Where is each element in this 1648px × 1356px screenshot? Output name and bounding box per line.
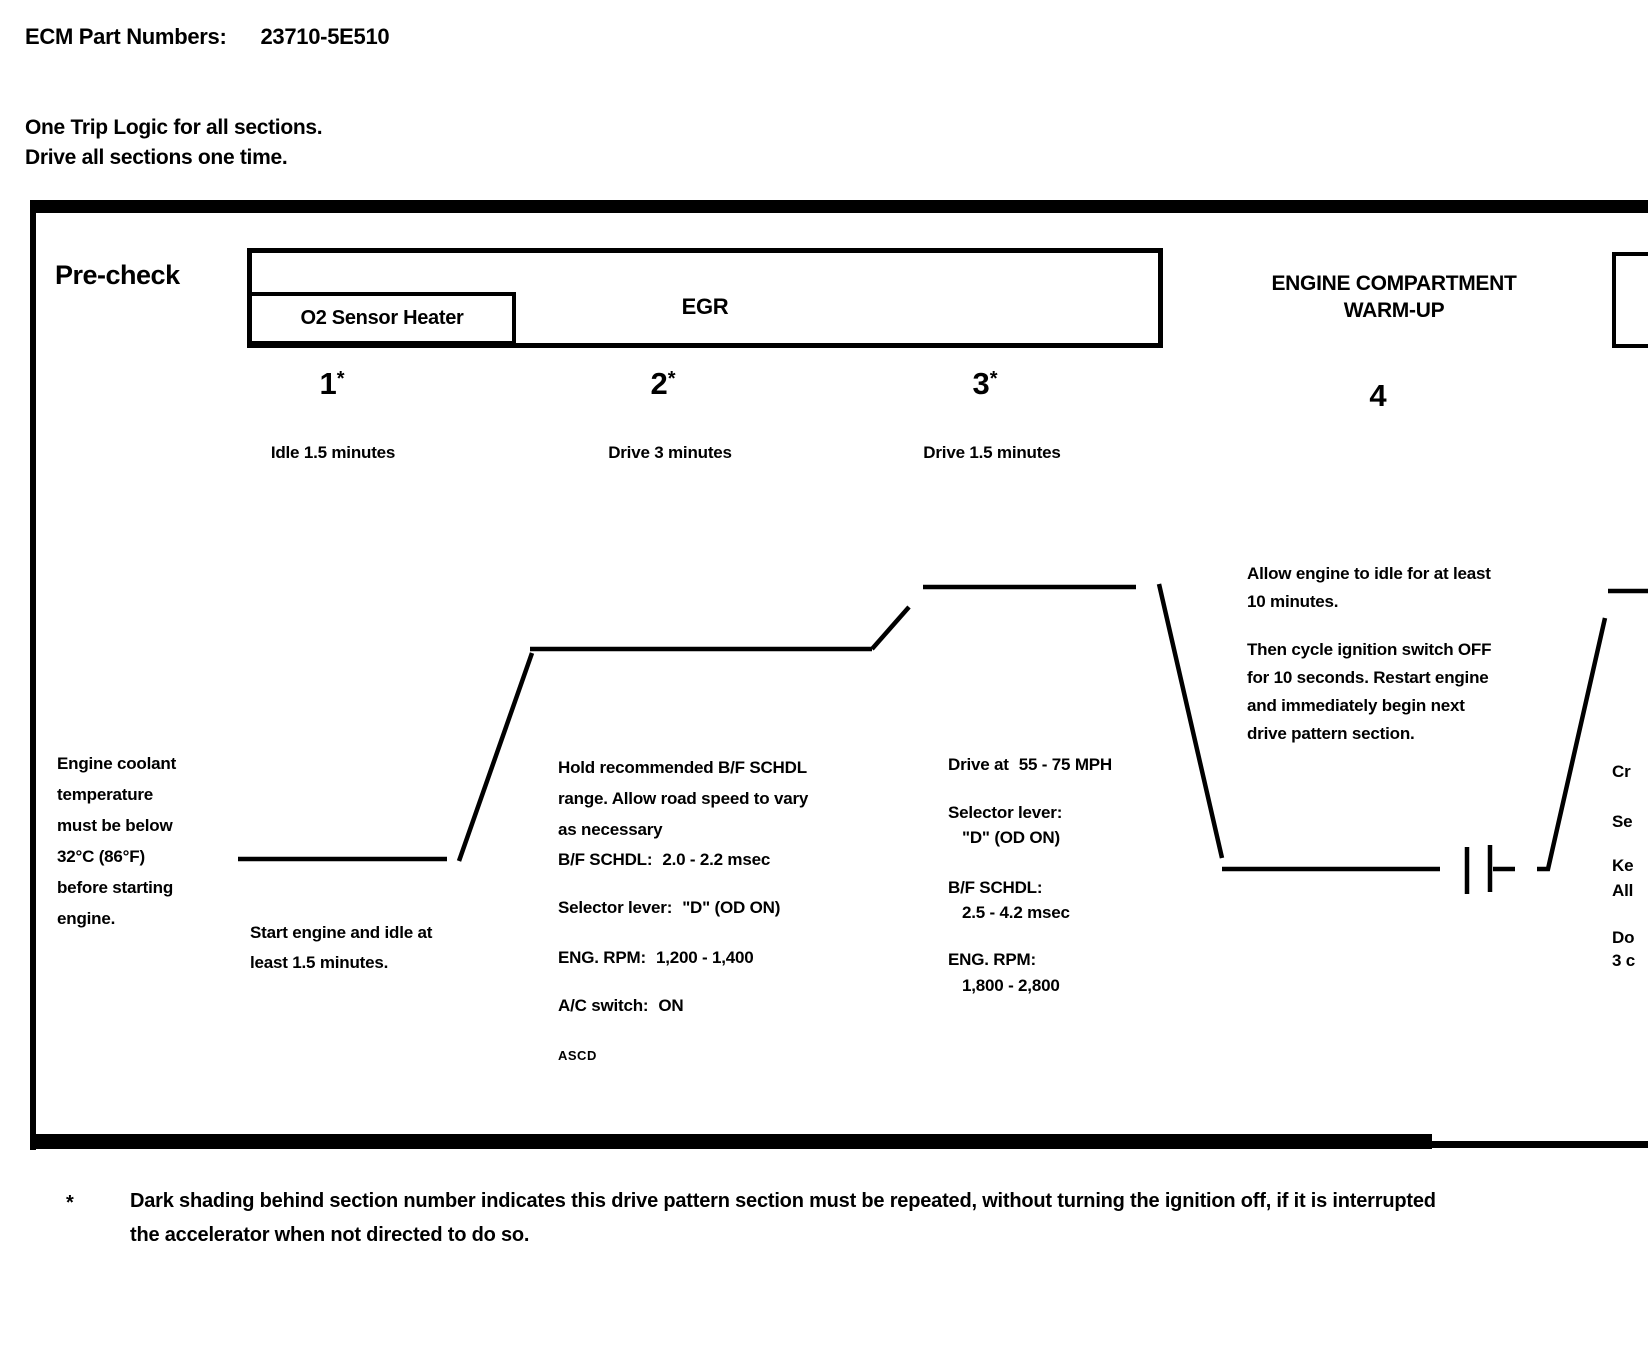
section-4-idle-note bbox=[1247, 560, 1577, 616]
precheck-note-line: before starting bbox=[57, 878, 174, 897]
bf-schdl-value: 2.0 - 2.2 msec bbox=[662, 850, 771, 869]
o2-sensor-heater-label: O2 Sensor Heater bbox=[300, 307, 464, 329]
section-1-note-line: least 1.5 minutes. bbox=[250, 953, 389, 972]
section-3-rpm-value: 1,800 - 2,800 bbox=[962, 976, 1060, 995]
ac-switch-label: A/C switch: bbox=[558, 996, 649, 1015]
restart-note-line: for 10 seconds. Restart engine bbox=[1247, 668, 1489, 687]
restart-note-line: drive pattern section. bbox=[1247, 724, 1415, 743]
bf-schdl-label: B/F SCHDL: bbox=[558, 850, 653, 869]
warmup-header bbox=[1243, 270, 1545, 324]
precheck-note-line: engine. bbox=[57, 909, 116, 928]
drive-at-label: Drive at bbox=[948, 755, 1009, 774]
eng-rpm-label: ENG. RPM: bbox=[558, 948, 646, 967]
section-1-number: 1* bbox=[319, 366, 345, 401]
diagram-border-bottom bbox=[30, 1134, 1432, 1149]
eng-rpm-value: 1,200 - 1,400 bbox=[655, 948, 754, 967]
precheck-note bbox=[57, 748, 176, 934]
repeat-star: * bbox=[667, 368, 676, 390]
section-2-rpm-row bbox=[558, 948, 754, 968]
o2-sensor-heater-box bbox=[248, 292, 516, 345]
section-2-bf-schdl-row bbox=[558, 850, 770, 870]
section-1-note-line: Start engine and idle at bbox=[250, 923, 433, 942]
section-3-drive-row bbox=[948, 755, 1112, 775]
section-3-bf-schdl-value: 2.5 - 4.2 msec bbox=[962, 903, 1070, 922]
section-4-restart-note bbox=[1247, 636, 1587, 748]
clipped-fragment: Cr bbox=[1612, 762, 1631, 781]
restart-note-line: and immediately begin next bbox=[1247, 696, 1465, 715]
hold-note-line: range. Allow road speed to vary bbox=[558, 789, 809, 808]
repeat-star: * bbox=[989, 368, 998, 390]
ecm-part-numbers-label: ECM Part Numbers: bbox=[25, 24, 227, 49]
selector-lever-label: Selector lever: bbox=[558, 898, 673, 917]
selector-lever-value: "D" (OD ON) bbox=[682, 898, 781, 917]
clipped-fragment: Do bbox=[1612, 928, 1635, 947]
precheck-note-line: temperature bbox=[57, 785, 154, 804]
section-1-note bbox=[250, 918, 432, 978]
precheck-label: Pre-check bbox=[55, 260, 180, 290]
section-3-duration: Drive 1.5 minutes bbox=[923, 443, 1061, 462]
section-2-selector-row bbox=[558, 898, 780, 918]
precheck-note-line: 32°C (86°F) bbox=[57, 847, 145, 866]
clipped-fragment: 3 c bbox=[1612, 951, 1636, 970]
section-3-selector-label: Selector lever: bbox=[948, 803, 1063, 822]
section-3-selector-value: "D" (OD ON) bbox=[962, 828, 1060, 847]
section-4-number: 4 bbox=[1369, 378, 1387, 413]
footnote-line-2: the accelerator when not directed to do so. bbox=[130, 1224, 530, 1246]
diagram-border-left bbox=[30, 200, 36, 1150]
idle-note-line: Allow engine to idle for at least bbox=[1247, 564, 1491, 583]
idle-note-line: 10 minutes. bbox=[1247, 592, 1339, 611]
ascd-label: ASCD bbox=[558, 1048, 597, 1063]
repeat-star: * bbox=[336, 368, 345, 390]
restart-note-line: Then cycle ignition switch OFF bbox=[1247, 640, 1492, 659]
ac-switch-value: ON bbox=[658, 996, 684, 1015]
precheck-note-line: must be below bbox=[57, 816, 173, 835]
ecm-part-numbers-row bbox=[25, 24, 389, 50]
footnote-asterisk: * bbox=[66, 1192, 74, 1214]
drive-at-value: 55 - 75 MPH bbox=[1018, 755, 1112, 774]
section-2-duration: Drive 3 minutes bbox=[608, 443, 732, 462]
clipped-fragment: All bbox=[1612, 881, 1634, 900]
egr-label: EGR bbox=[681, 294, 729, 319]
section-2-ac-row bbox=[558, 996, 683, 1016]
ecm-part-number-value: 23710-5E510 bbox=[260, 24, 390, 49]
section-3-number: 3* bbox=[972, 366, 998, 401]
section-3-rpm-label: ENG. RPM: bbox=[948, 950, 1036, 969]
clipped-fragment: Ke bbox=[1612, 856, 1634, 875]
ramp-up-2 bbox=[872, 607, 909, 649]
section-2-hold-note bbox=[558, 752, 808, 845]
hold-note-line: as necessary bbox=[558, 820, 663, 839]
clipped-fragment: Se bbox=[1612, 812, 1633, 831]
trip-logic-line-2: Drive all sections one time. bbox=[25, 146, 288, 169]
warmup-header-line-1: ENGINE COMPARTMENT bbox=[1271, 272, 1517, 295]
ramp-down-1 bbox=[1159, 584, 1222, 858]
section-3-bf-schdl-label: B/F SCHDL: bbox=[948, 878, 1043, 897]
section-1-duration: Idle 1.5 minutes bbox=[270, 443, 396, 462]
trip-logic-line-1: One Trip Logic for all sections. bbox=[25, 116, 323, 139]
section-2-number: 2* bbox=[650, 366, 676, 401]
hold-note-line: Hold recommended B/F SCHDL bbox=[558, 758, 807, 777]
warmup-header-line-2: WARM-UP bbox=[1343, 299, 1445, 322]
next-section-box-clipped bbox=[1612, 252, 1648, 348]
diagram-border-bottom-faded bbox=[1432, 1141, 1648, 1148]
diagram-border-top bbox=[30, 200, 1648, 213]
ramp-up-1 bbox=[459, 653, 532, 861]
precheck-note-line: Engine coolant bbox=[57, 754, 177, 773]
footnote-line-1: Dark shading behind section number indicates this drive pattern section must be repeated, without turning the ignition off, if it is interrupted bbox=[130, 1190, 1436, 1212]
